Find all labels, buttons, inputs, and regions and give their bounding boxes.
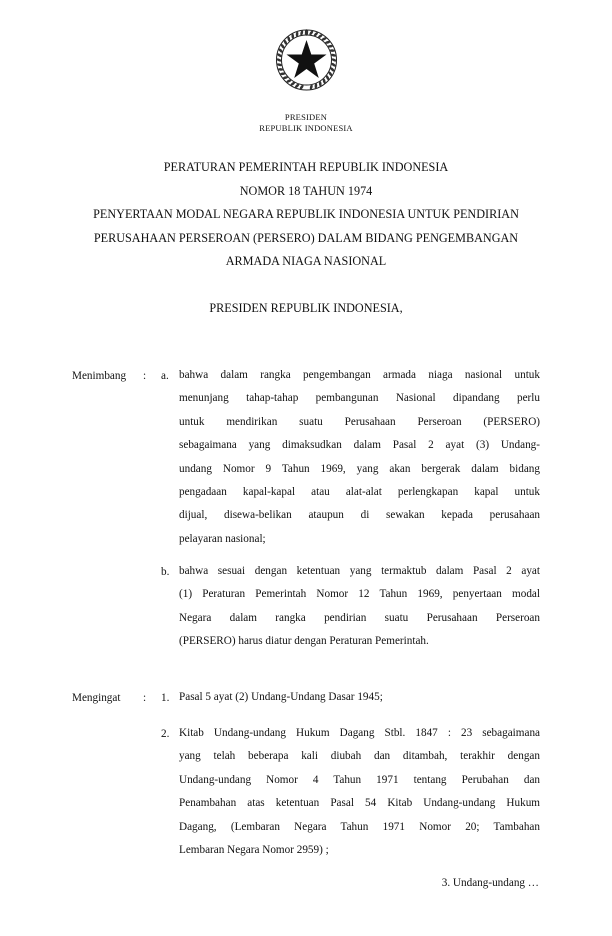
text-line: Pasal 5 ayat (2) Undang-Undang Dasar 1945; [179,691,383,703]
regulation-subject-line-1: PENYERTAAN MODAL NEGARA REPUBLIK INDONESIA UNTUK PENDIRIAN [93,207,519,221]
text-line: (PERSERO) harus diatur dengan Peraturan Pemerintah. [179,635,429,648]
menimbang-item-a [179,364,540,551]
text-line: sebagaimana yang dimaksudkan dalam Pasal 2 ayat (3) Undang- [179,439,540,452]
text-line: undang Nomor 9 Tahun 1969, yang akan bergerak dalam bidang [179,462,540,475]
mengingat-colon: : [143,692,147,704]
regulation-title: PERATURAN PEMERINTAH REPUBLIK INDONESIA [163,160,449,174]
mengingat-item-2 [179,722,540,862]
regulation-subject-line-3: ARMADA NIAGA NASIONAL [225,254,387,268]
menimbang-item-b [179,560,540,654]
item-marker-2: 2. [161,728,170,740]
text-line: dijual, disewa-belikan ataupun di sewakan kepada perusahaan [179,509,540,522]
regulation-subject-line-2: PERUSAHAAN PERSEROAN (PERSERO) DALAM BIDANG PENGEMBANGAN [93,231,519,245]
text-line: Kitab Undang-undang Hukum Dagang Stbl. 1847 : 23 sebagaimana [179,727,540,739]
menimbang-colon: : [143,370,147,382]
header-republic: REPUBLIK INDONESIA [259,123,353,133]
text-line: untuk mendirikan suatu Perusahaan Perseroan (PERSERO) [179,415,540,428]
regulation-number: NOMOR 18 TAHUN 1974 [239,184,373,198]
item-marker-b: b. [161,566,170,578]
text-line: Negara dalam rangka pendirian suatu Perusahaan Perseroan [179,611,540,624]
mengingat-label: Mengingat [72,692,121,704]
item-marker-1: 1. [161,692,170,704]
text-line: bahwa sesuai dengan ketentuan yang termaktub dalam Pasal 2 ayat [179,565,540,577]
text-line: Penambahan atas ketentuan Pasal 54 Kitab Undang-undang Hukum [179,797,540,810]
text-line: pelayaran nasional; [179,532,266,545]
text-line: menunjang tahap-tahap pembangunan Nasional dipandang perlu [179,392,540,405]
issuer-line: PRESIDEN REPUBLIK INDONESIA, [209,301,403,315]
garuda-star-wreath-icon [269,26,344,94]
item-marker-a: a. [161,370,169,382]
page-continuation: 3. Undang-undang … [441,877,539,889]
menimbang-label: Menimbang [72,370,127,382]
header-president: PRESIDEN [284,112,328,122]
mengingat-item-1 [179,686,540,709]
text-line: (1) Peraturan Pemerintah Nomor 12 Tahun 1969, penyertaan modal [179,588,540,601]
text-line: Undang-undang Nomor 4 Tahun 1971 tentang Perubahan dan [179,773,540,786]
text-line: yang telah beberapa kali diubah dan ditambah, terakhir dengan [179,750,540,763]
text-line: bahwa dalam rangka pengembangan armada niaga nasional untuk [179,369,540,381]
text-line: Lembaran Negara Nomor 2959) ; [179,843,329,856]
text-line: Dagang, (Lembaran Negara Tahun 1971 Nomor 20; Tambahan [179,820,540,833]
text-line: pengadaan kapal-kapal atau alat-alat perlengkapan kapal untuk [179,485,540,498]
